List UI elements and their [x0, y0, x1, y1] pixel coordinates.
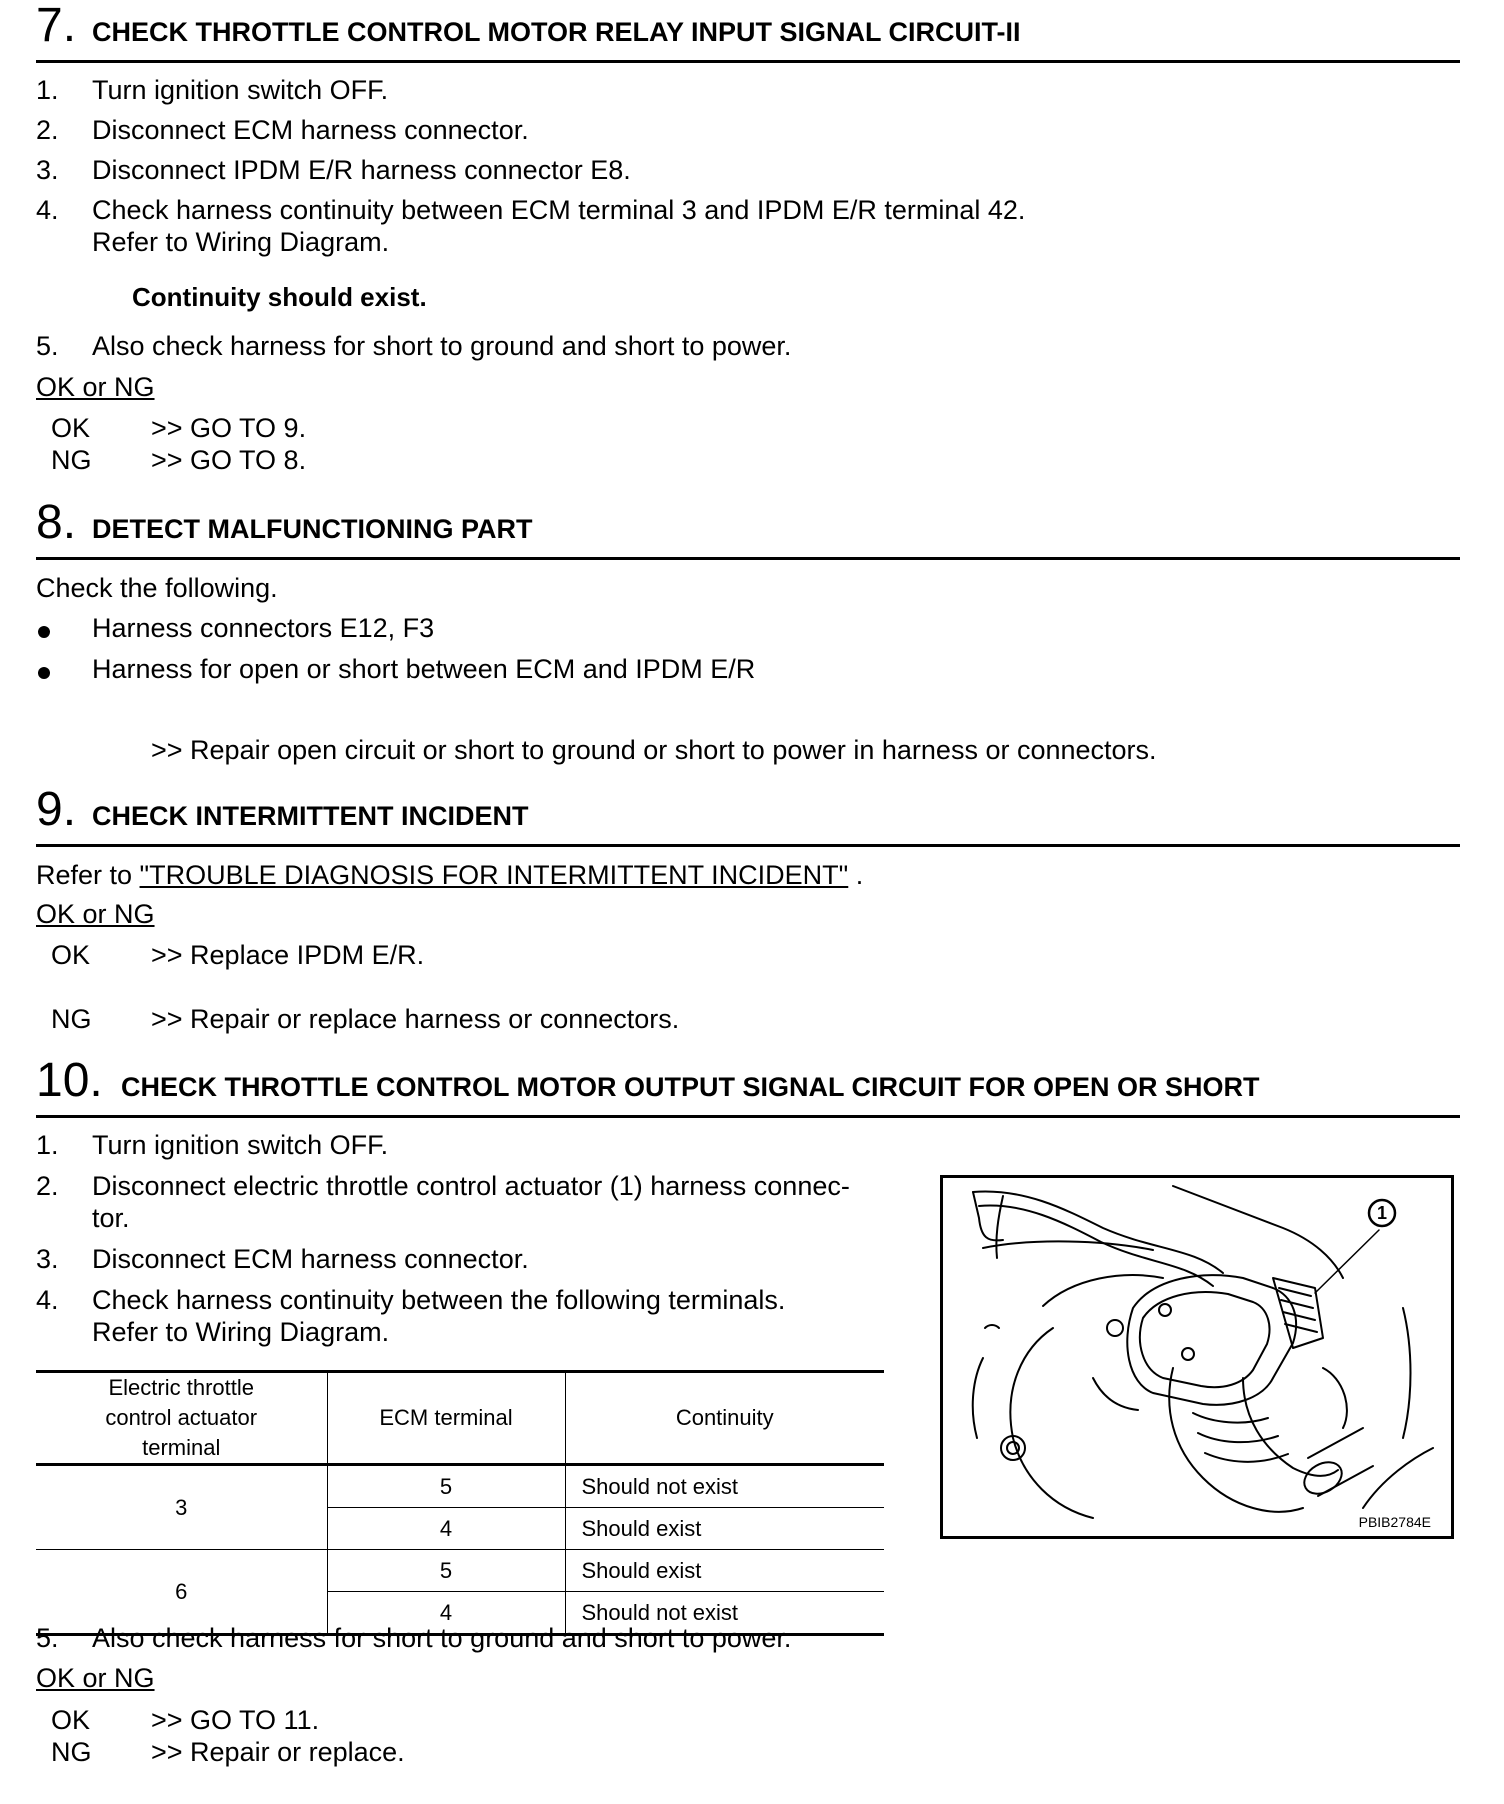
section-10-number: 10. — [36, 1054, 103, 1107]
callout-1-icon — [1367, 1198, 1397, 1228]
continuity-cell: Should exist — [565, 1550, 884, 1592]
step-text: Turn ignition switch OFF. — [92, 75, 389, 105]
section-9-title: CHECK INTERMITTENT INCIDENT — [92, 801, 529, 831]
column-header-continuity: Continuity — [565, 1372, 884, 1465]
table-header-row — [36, 1372, 884, 1465]
step-number: 4. — [36, 1285, 59, 1315]
step-text-continued: tor. — [92, 1203, 130, 1233]
step-number: 3. — [36, 155, 59, 185]
ecm-terminal-cell: 4 — [327, 1592, 565, 1635]
step-number: 5. — [36, 1623, 59, 1653]
result-label-ng: NG — [51, 1004, 92, 1034]
step-text: Disconnect ECM harness connector. — [92, 1244, 529, 1274]
step-subtext: Refer to Wiring Diagram. — [92, 1317, 390, 1347]
result-action-ok: >> GO TO 9. — [151, 413, 307, 443]
callout-1-label: 1 — [1376, 1203, 1388, 1223]
step-number: 4. — [36, 195, 59, 225]
bullet-icon — [38, 667, 50, 679]
result-action-ok: >> Replace IPDM E/R. — [151, 940, 425, 970]
result-label-ng: NG — [51, 445, 92, 475]
section-7-header — [36, 0, 1460, 63]
step-text: Also check harness for short to ground and short to power. — [92, 331, 792, 361]
step-number: 1. — [36, 1130, 59, 1160]
ok-ng-label: OK or NG — [36, 372, 155, 402]
table-row — [36, 1465, 884, 1508]
continuity-cell: Should not exist — [565, 1465, 884, 1508]
section-8-action: >> Repair open circuit or short to ground or short to power in harness or connectors. — [151, 735, 1157, 765]
ok-ng-label: OK or NG — [36, 1663, 155, 1693]
ecm-terminal-cell: 5 — [327, 1550, 565, 1592]
result-label-ok: OK — [51, 940, 91, 970]
continuity-cell: Should not exist — [565, 1592, 884, 1635]
ecm-terminal-cell: 5 — [327, 1465, 565, 1508]
result-action-ng: >> GO TO 8. — [151, 445, 307, 475]
step-number: 1. — [36, 75, 59, 105]
section-8-number: 8. — [36, 496, 77, 549]
actuator-terminal-cell: 3 — [175, 1494, 188, 1520]
step-text: Disconnect electric throttle control actuator (1) harness connec- — [92, 1171, 850, 1201]
spec-continuity: Continuity should exist. — [132, 282, 427, 312]
column-header-ecm-terminal: ECM terminal — [327, 1372, 565, 1465]
step-text: Turn ignition switch OFF. — [92, 1130, 389, 1160]
section-8-intro: Check the following. — [36, 573, 278, 603]
continuity-cell: Should exist — [565, 1508, 884, 1550]
bullet-item: Harness connectors E12, F3 — [92, 613, 435, 643]
step-text: Check harness continuity between ECM terminal 3 and IPDM E/R terminal 42. — [92, 195, 1026, 225]
section-7-number: 7. — [36, 0, 77, 52]
section-9-header — [36, 784, 1460, 847]
result-label-ok: OK — [51, 413, 91, 443]
figure-code: PBIB2784E — [1358, 1514, 1431, 1530]
step-text: Disconnect IPDM E/R harness connector E8. — [92, 155, 631, 185]
trouble-diagnosis-link[interactable]: "TROUBLE DIAGNOSIS FOR INTERMITTENT INCIDENT" — [139, 860, 849, 890]
column-header-actuator-terminal: Electric throttle control actuator terminal — [36, 1372, 327, 1465]
step-text: Also check harness for short to ground and short to power. — [92, 1623, 792, 1653]
throttle-actuator-figure — [940, 1175, 1454, 1539]
section-10-header — [36, 1055, 1460, 1118]
section-8-header — [36, 497, 1460, 560]
step-number: 5. — [36, 331, 59, 361]
continuity-table — [36, 1370, 884, 1636]
section-8-title: DETECT MALFUNCTIONING PART — [92, 514, 533, 544]
refer-suffix: . — [848, 860, 864, 890]
result-action-ng: >> Repair or replace harness or connectors. — [151, 1004, 680, 1034]
bullet-item: Harness for open or short between ECM and IPDM E/R — [92, 654, 756, 684]
step-number: 2. — [36, 1171, 59, 1201]
step-number: 2. — [36, 115, 59, 145]
step-subtext: Refer to Wiring Diagram. — [92, 227, 390, 257]
refer-prefix: Refer to — [36, 860, 140, 890]
section-7-title: CHECK THROTTLE CONTROL MOTOR RELAY INPUT SIGNAL CIRCUIT-II — [92, 17, 1021, 47]
step-text: Disconnect ECM harness connector. — [92, 115, 529, 145]
result-label-ng: NG — [51, 1737, 92, 1767]
section-10-title: CHECK THROTTLE CONTROL MOTOR OUTPUT SIGNAL CIRCUIT FOR OPEN OR SHORT — [121, 1072, 1260, 1102]
result-action-ok: >> GO TO 11. — [151, 1705, 320, 1735]
actuator-terminal-cell: 6 — [36, 1550, 327, 1635]
result-label-ok: OK — [51, 1705, 91, 1735]
ecm-terminal-cell: 4 — [327, 1508, 565, 1550]
section-9-refer — [36, 859, 863, 891]
bullet-icon — [38, 626, 50, 638]
ok-ng-label: OK or NG — [36, 899, 155, 929]
step-number: 3. — [36, 1244, 59, 1274]
table-row — [36, 1550, 884, 1592]
section-9-number: 9. — [36, 783, 77, 836]
step-text: Check harness continuity between the following terminals. — [92, 1285, 786, 1315]
result-action-ng: >> Repair or replace. — [151, 1737, 405, 1767]
throttle-actuator-illustration — [943, 1178, 1451, 1536]
